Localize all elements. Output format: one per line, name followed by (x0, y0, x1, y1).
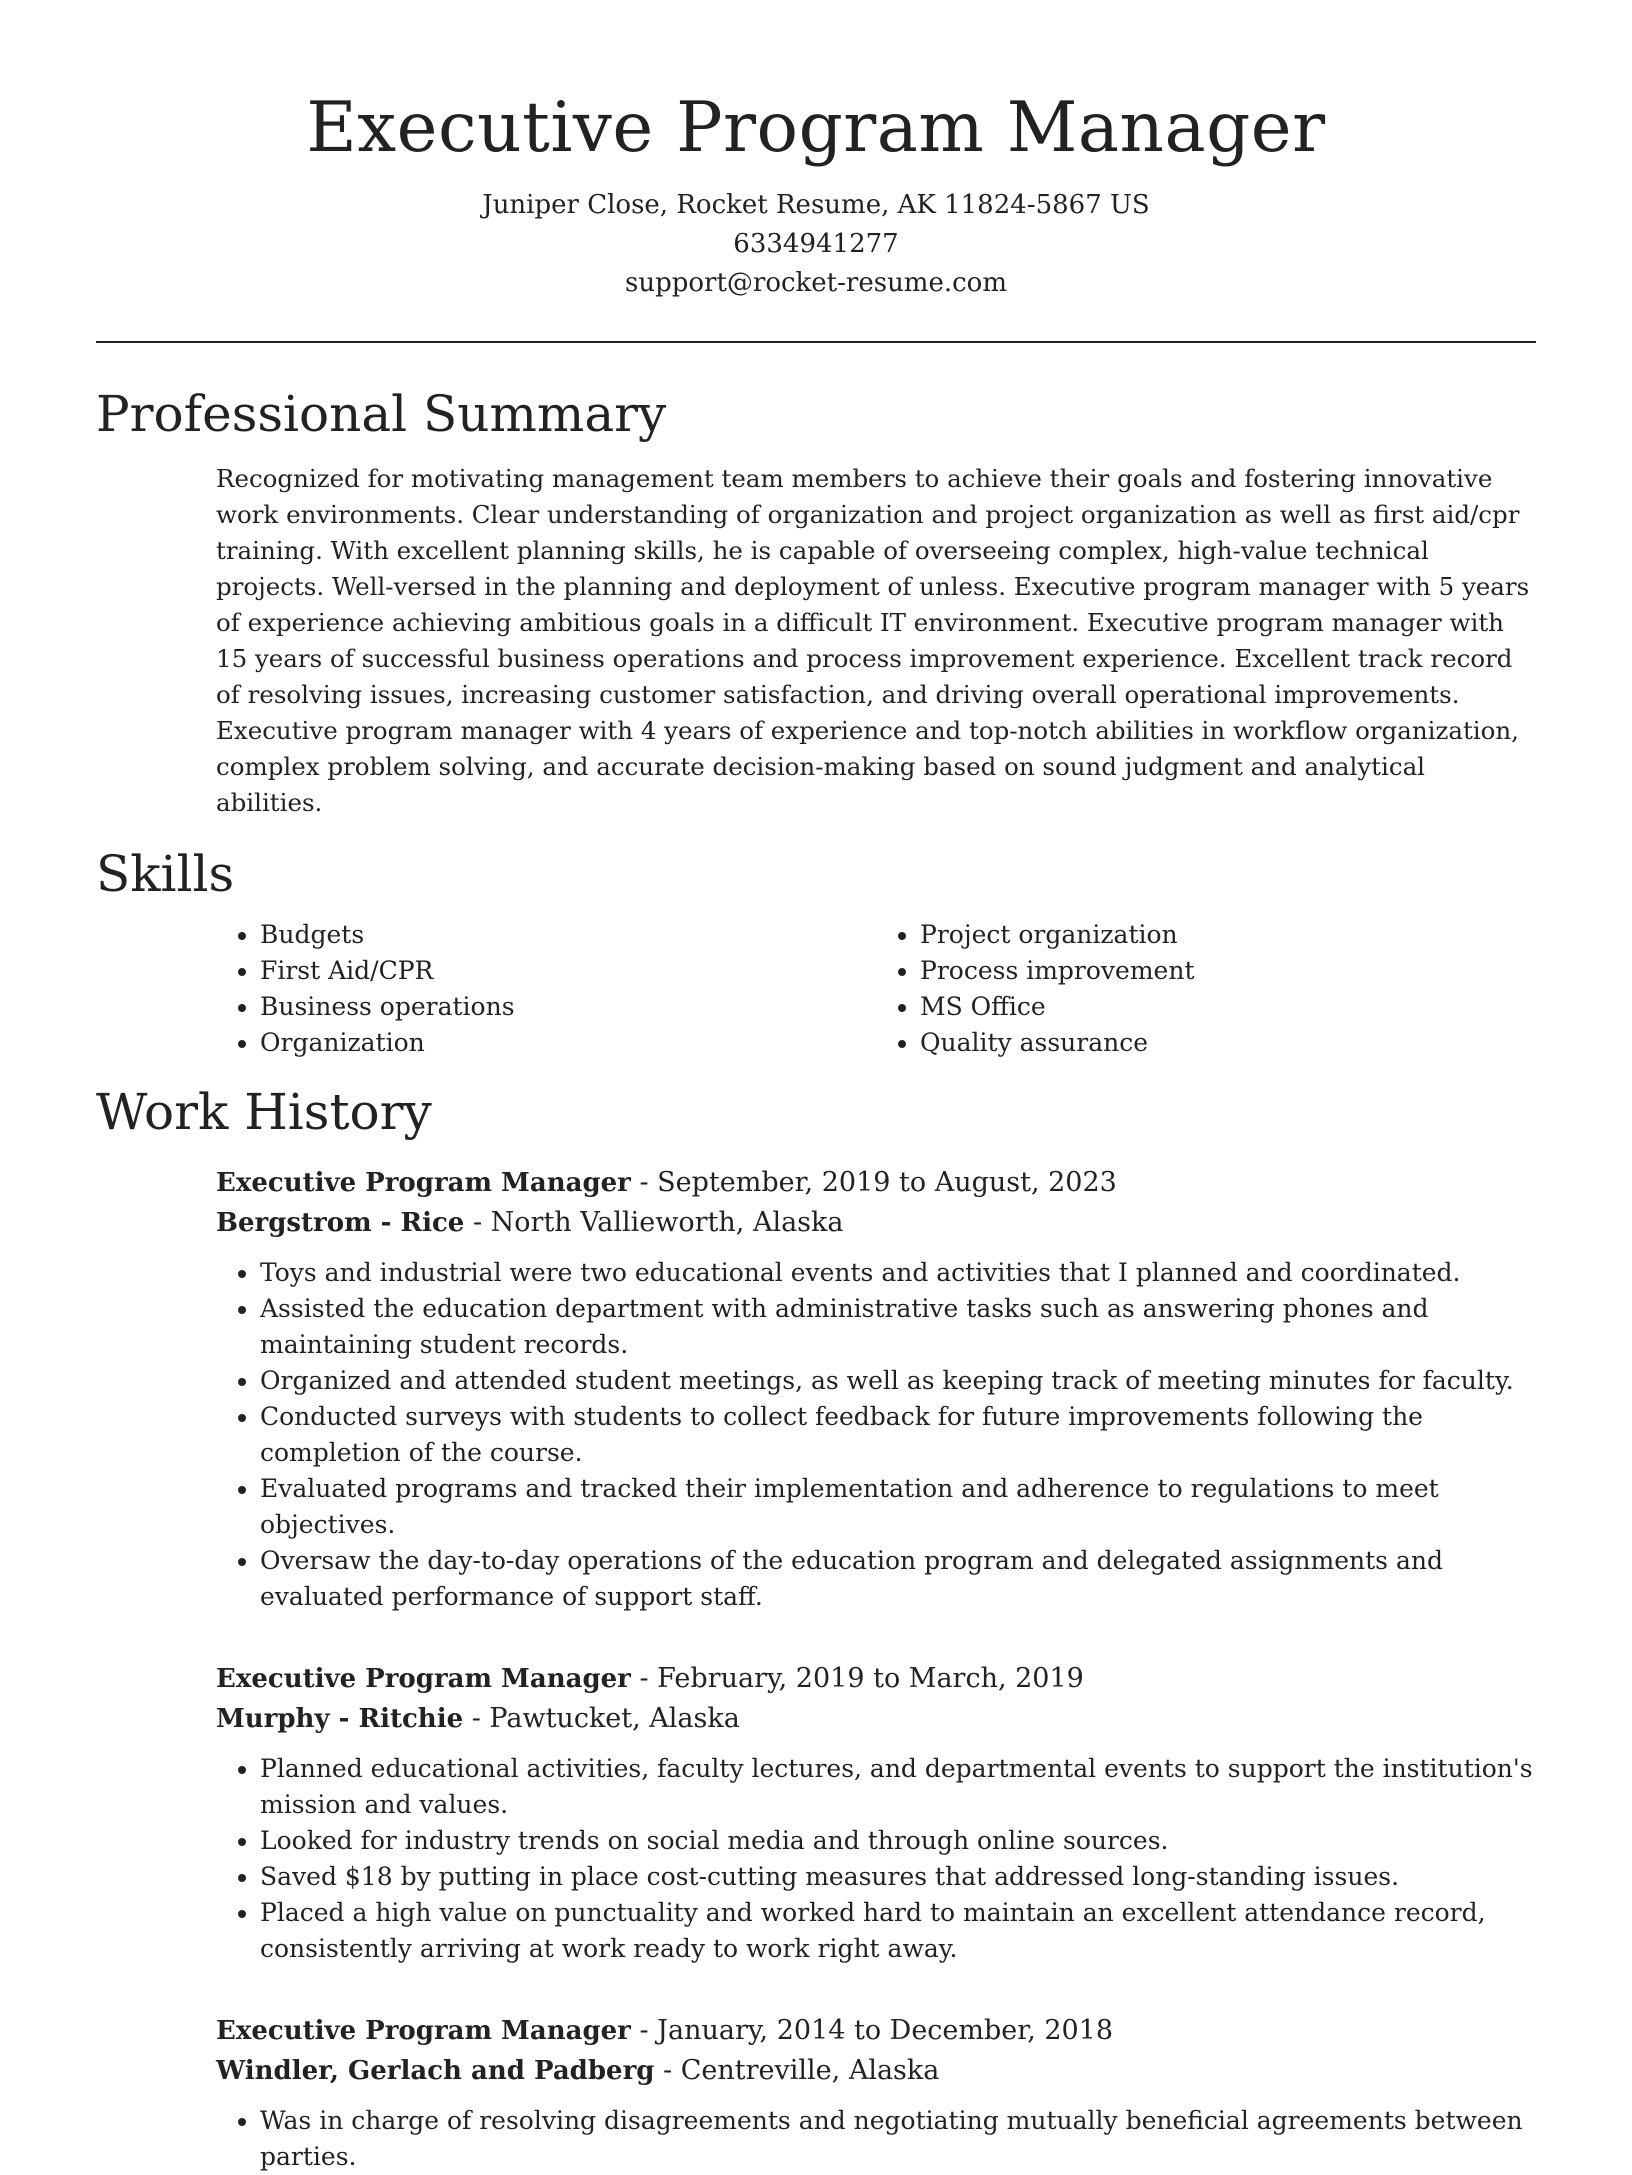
job-company: Murphy - Ritchie (216, 1704, 464, 1734)
skill-item: • Project organization (920, 917, 1536, 953)
resume-page (96, 0, 1536, 2175)
job-role: Executive Program Manager (216, 1168, 631, 1198)
contact-block (96, 186, 1536, 303)
contact-phone: 6334941277 (733, 229, 899, 259)
job-bullet: • Conducted surveys with students to collect feedback for future improvements following the completion of the course. (260, 1399, 1536, 1471)
job-company-line: Bergstrom - Rice - North Vallieworth, Alaska (216, 1207, 844, 1238)
skill-item: • Process improvement (920, 953, 1536, 989)
job-location: Pawtucket, Alaska (489, 1703, 740, 1734)
work-history-heading: Work History (96, 1083, 432, 1141)
job-entry (216, 1163, 1536, 1615)
skills-column-right (876, 917, 1536, 1061)
job-bullet: • Saved $18 by putting in place cost-cutting measures that addressed long-standing issues. (260, 1859, 1536, 1895)
header-divider (96, 341, 1536, 343)
job-entry (216, 2011, 1536, 2175)
skills-column-left (216, 917, 876, 1061)
summary-heading: Professional Summary (96, 385, 667, 443)
skill-item: • Business operations (260, 989, 876, 1025)
job-role: Executive Program Manager (216, 2016, 631, 2046)
contact-email: support@rocket-resume.com (624, 268, 1007, 298)
job-bullets (216, 1255, 1536, 1615)
job-dates: January, 2014 to December, 2018 (657, 2015, 1114, 2046)
job-bullet: • Placed a high value on punctuality and worked hard to maintain an excellent attendance record, consistently arriving at work ready to work right away. (260, 1895, 1536, 1967)
job-bullet: • Planned educational activities, faculty lectures, and departmental events to support the institution's mission and values. (260, 1751, 1536, 1823)
job-bullet: • Assisted the education department with administrative tasks such as answering phones and maintaining student records. (260, 1291, 1536, 1363)
job-company: Windler, Gerlach and Padberg (216, 2056, 655, 2086)
job-bullet: • Was in charge of resolving disagreements and negotiating mutually beneficial agreements between parties. (260, 2103, 1536, 2175)
job-bullet: • Evaluated programs and tracked their implementation and adherence to regulations to meet objectives. (260, 1471, 1536, 1543)
job-entry (216, 1659, 1536, 1967)
contact-address: Juniper Close, Rocket Resume, AK 11824-5867 US (482, 190, 1150, 220)
skills-list (216, 917, 1536, 1061)
skill-item: • Budgets (260, 917, 876, 953)
job-company-line: Murphy - Ritchie - Pawtucket, Alaska (216, 1703, 740, 1734)
job-dates: February, 2019 to March, 2019 (657, 1663, 1084, 1694)
job-company-line: Windler, Gerlach and Padberg - Centreville, Alaska (216, 2055, 940, 2086)
job-bullet: • Oversaw the day-to-day operations of the education program and delegated assignments and evaluated performance of support staff. (260, 1543, 1536, 1615)
job-title-line: Executive Program Manager - September, 2019 to August, 2023 (216, 1167, 1117, 1198)
skill-item: • Organization (260, 1025, 876, 1061)
skill-item: • Quality assurance (920, 1025, 1536, 1061)
job-bullet: • Looked for industry trends on social media and through online sources. (260, 1823, 1536, 1859)
skill-item: • First Aid/CPR (260, 953, 876, 989)
skill-item: • MS Office (920, 989, 1536, 1025)
job-role: Executive Program Manager (216, 1664, 631, 1694)
job-bullet: • Organized and attended student meetings, as well as keeping track of meeting minutes for faculty. (260, 1363, 1536, 1399)
job-bullets (216, 1751, 1536, 1967)
job-title-line: Executive Program Manager - February, 2019 to March, 2019 (216, 1663, 1084, 1694)
job-title-line: Executive Program Manager - January, 2014 to December, 2018 (216, 2015, 1114, 2046)
skills-heading: Skills (96, 845, 235, 903)
summary-text: Recognized for motivating management team members to achieve their goals and fostering innovative work environments. Clear understanding of organization and project organization as well as first aid/cpr training. With excellent planning skills, he is capable of overseeing complex, high-value technical projects. Well-versed in the planning and deployment of unless. Executive program manager with 5 years of experience achieving ambitious goals in a difficult IT environment. Executive program manager with 15 years of successful business operations and process improvement experience. Excellent track record of resolving issues, increasing customer satisfaction, and driving overall operational improvements. Executive program manager with 4 years of experience and top-notch abilities in workflow organization, complex problem solving, and accurate decision-making based on sound judgment and analytical abilities. (216, 464, 1530, 817)
job-location: North Vallieworth, Alaska (490, 1207, 844, 1238)
resume-name: Executive Program Manager (306, 88, 1326, 168)
job-location: Centreville, Alaska (680, 2055, 940, 2086)
job-bullets (216, 2103, 1536, 2175)
job-bullet: • Toys and industrial were two educational events and activities that I planned and coordinated. (260, 1255, 1536, 1291)
job-company: Bergstrom - Rice (216, 1208, 465, 1238)
job-dates: September, 2019 to August, 2023 (657, 1167, 1117, 1198)
